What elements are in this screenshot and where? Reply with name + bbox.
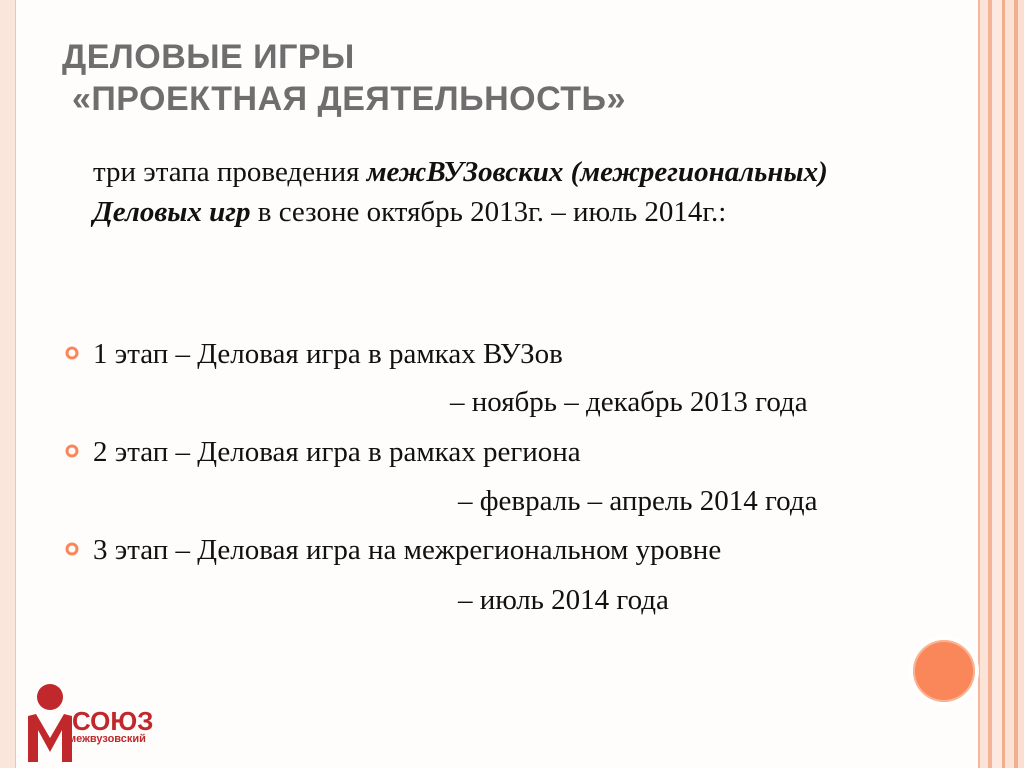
- intro-prefix: три этапа проведения: [93, 156, 367, 188]
- stage-2-item: [93, 432, 581, 472]
- logo-subtitle: межвузовский: [68, 733, 146, 745]
- slide-title-line-2: «ПРОЕКТНАЯ ДЕЯТЕЛЬНОСТЬ»: [62, 80, 626, 118]
- logo-word: СОЮЗ: [72, 706, 154, 736]
- stage-1-label: 1 этап – Деловая игра в рамках ВУЗов: [93, 338, 563, 370]
- slide-title-line-1: ДЕЛОВЫЕ ИГРЫ: [62, 38, 355, 76]
- stage-1-item: [93, 334, 563, 374]
- left-border-stripe: [0, 0, 16, 768]
- stage-2-dates: – февраль – апрель 2014 года: [458, 485, 818, 517]
- stage-3-item: [93, 530, 721, 570]
- intro-emphasis: межВУЗовских (межрегиональных) Деловых игр: [93, 156, 828, 228]
- bullet-icon: [65, 444, 79, 458]
- intro-paragraph: [93, 152, 883, 232]
- bullet-icon: [65, 346, 79, 360]
- stage-3-label: 3 этап – Деловая игра на межрегиональном уровне: [93, 534, 722, 566]
- stage-2-label: 2 этап – Деловая игра в рамках региона: [93, 436, 581, 468]
- stage-3-dates: – июль 2014 года: [458, 584, 669, 616]
- decorative-orange-circle: [913, 640, 975, 702]
- intro-suffix: в сезоне октябрь 2013г. – июль 2014г.:: [250, 196, 727, 228]
- right-decorative-stripes: [978, 0, 1024, 768]
- slide-title: [62, 36, 626, 120]
- bullet-icon: [65, 542, 79, 556]
- stage-1-dates: – ноябрь – декабрь 2013 года: [450, 386, 808, 418]
